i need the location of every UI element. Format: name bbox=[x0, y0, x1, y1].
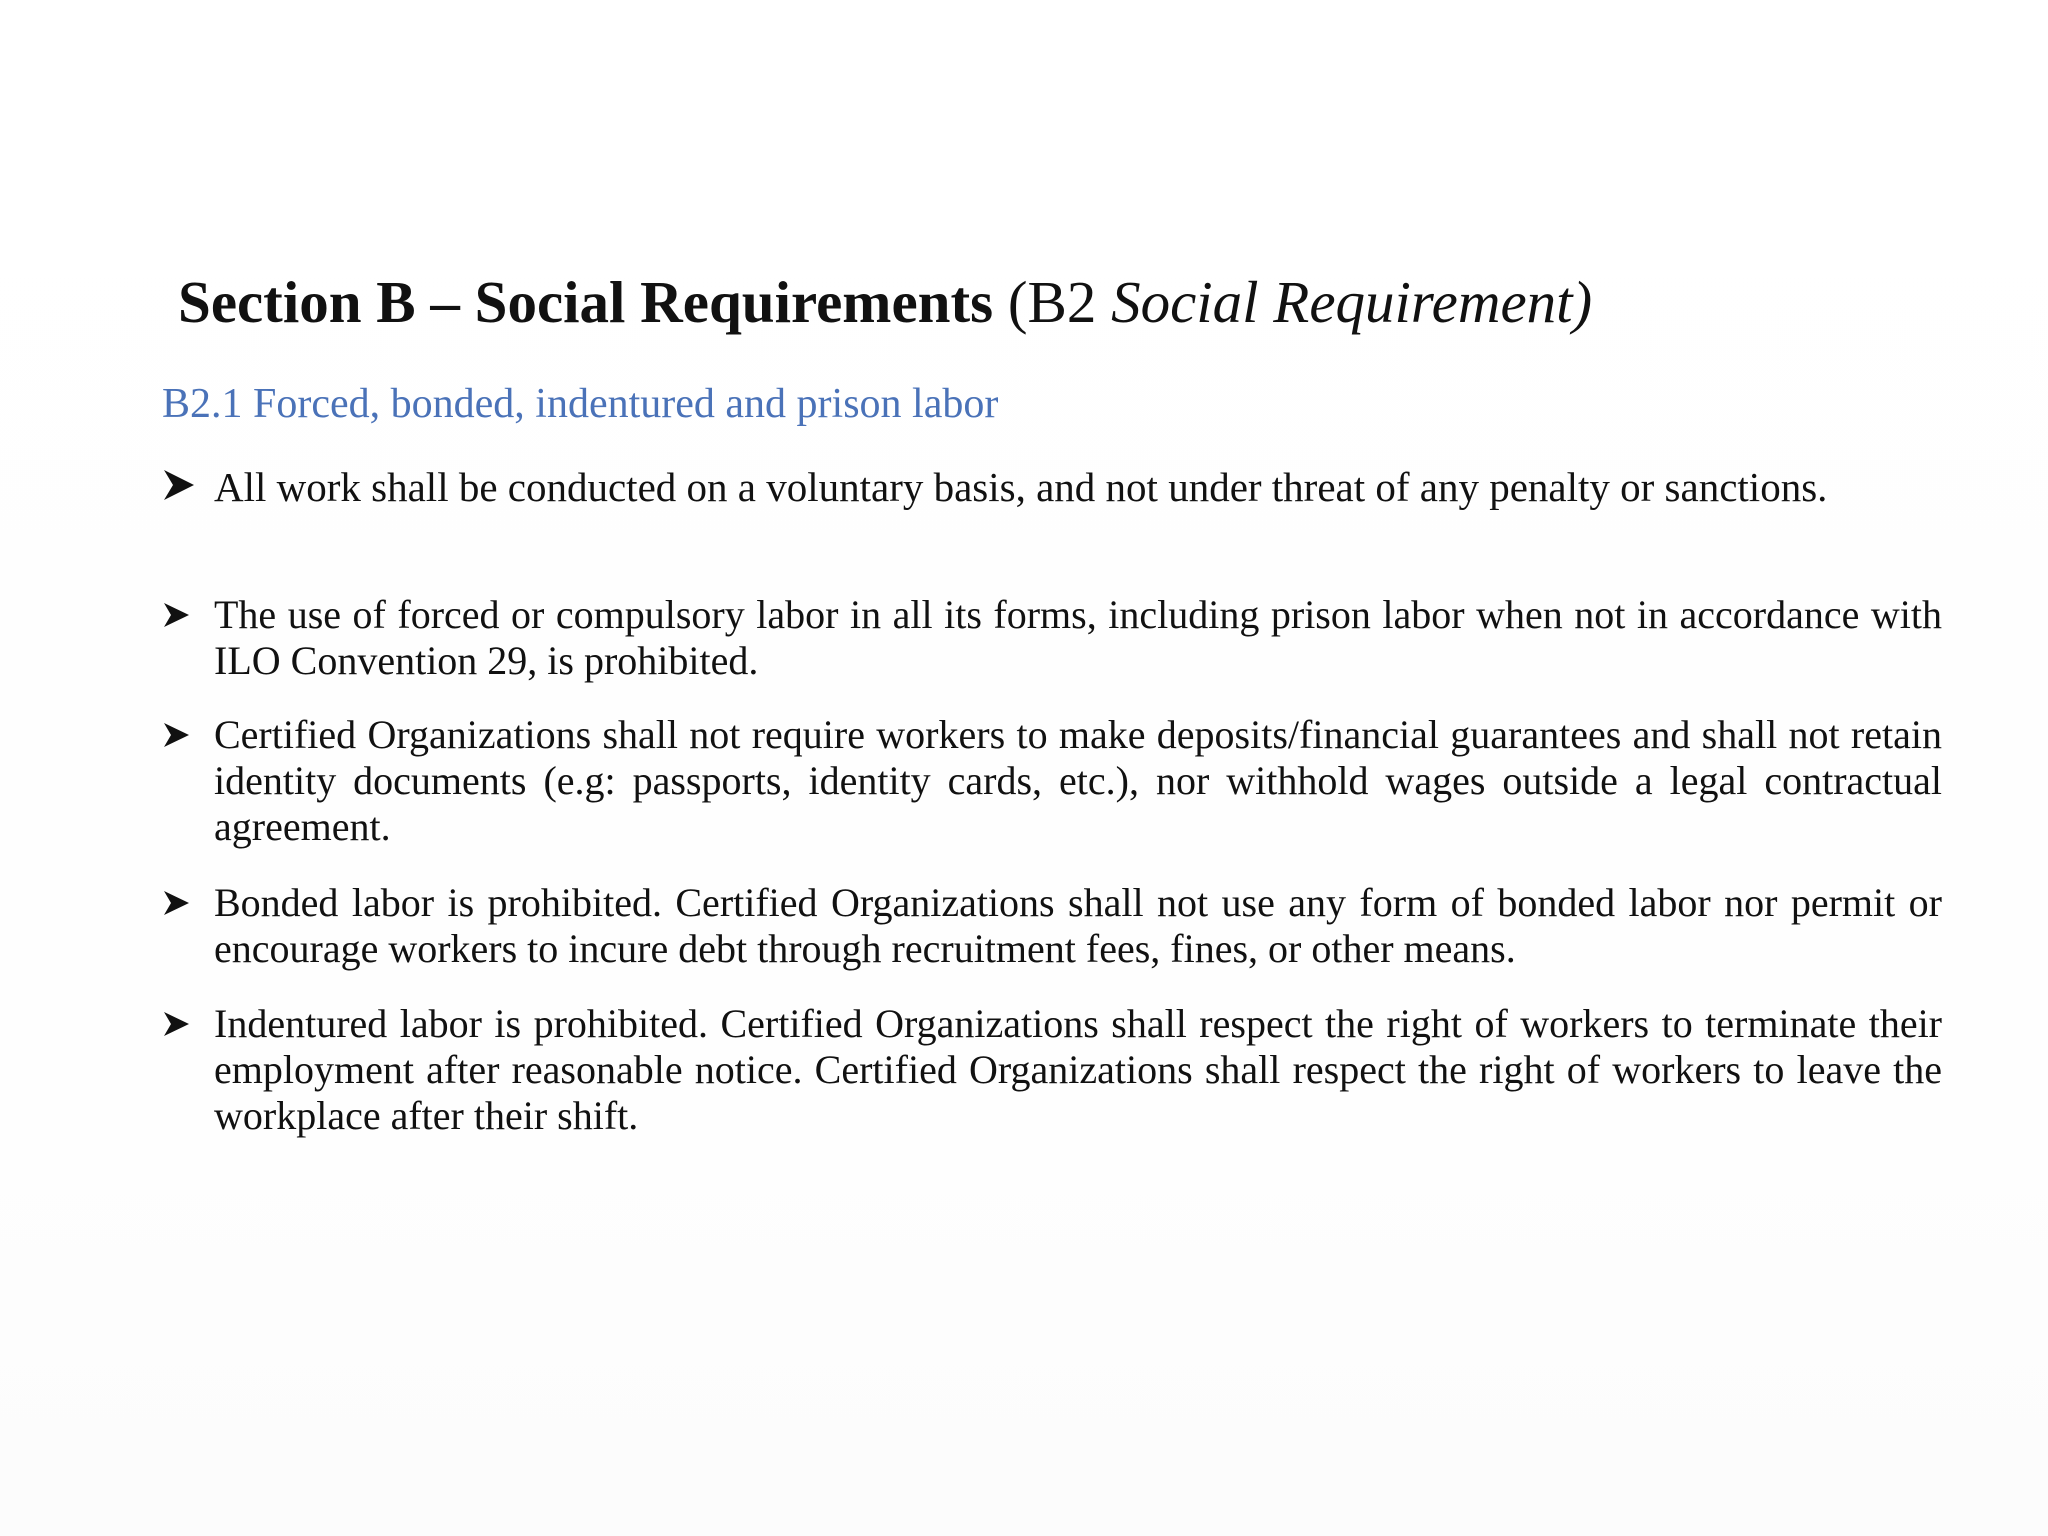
subsection-heading: B2.1 Forced, bonded, indentured and prison labor bbox=[162, 381, 999, 427]
list-item-text: Certified Organizations shall not require workers to make deposits/financial guarantees and shall not retain identity documents (e.g: passports, identity cards, etc.), nor withhold wages outside a legal contractual agreement. bbox=[214, 712, 1942, 849]
list-item-text: The use of forced or compulsory labor in all its forms, including prison labor when not in accordance with ILO Convention 29, is prohibited. bbox=[214, 592, 1942, 683]
arrowhead-bullet-icon bbox=[162, 592, 202, 638]
list-item bbox=[162, 462, 1942, 512]
list-item bbox=[162, 712, 1942, 850]
arrowhead-bullet-icon bbox=[162, 880, 202, 926]
list-item-text: Bonded labor is prohibited. Certified Organizations shall not use any form of bonded labor nor permit or encourage workers to incure debt through recruitment fees, fines, or other means. bbox=[214, 880, 1942, 971]
list-item bbox=[162, 592, 1942, 684]
section-title bbox=[178, 266, 1592, 338]
list-item bbox=[162, 880, 1942, 972]
arrowhead-bullet-icon bbox=[162, 712, 202, 758]
list-item-text: Indentured labor is prohibited. Certified Organizations shall respect the right of workers to terminate their employment after reasonable notice. Certified Organizations shall respect the right of workers to leave the workplace after their shift. bbox=[214, 1001, 1942, 1138]
list-item-text: All work shall be conducted on a voluntary basis, and not under threat of any penalty or sanctions. bbox=[214, 464, 1828, 510]
arrowhead-bullet-icon bbox=[162, 1001, 202, 1047]
list-item bbox=[162, 1001, 1942, 1139]
section-title-italic: Social Requirement) bbox=[1111, 269, 1593, 335]
section-title-bold: Section B – Social Requirements bbox=[178, 269, 994, 335]
section-title-code: (B2 bbox=[1007, 269, 1097, 335]
arrowhead-bullet-icon bbox=[162, 462, 202, 508]
